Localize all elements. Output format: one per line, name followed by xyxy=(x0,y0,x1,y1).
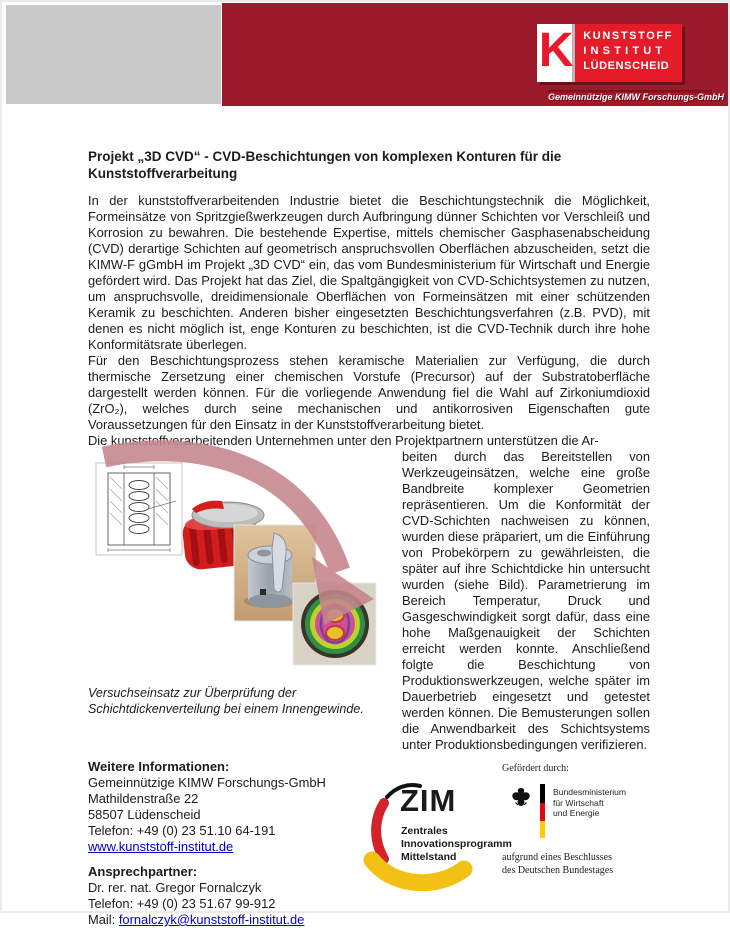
paragraph-3-intro: Die kunststoffverarbeitenden Unternehmen unter den Projektpartnern unterstützen die Ar- xyxy=(88,433,599,448)
kimw-logo-text xyxy=(575,24,682,82)
person-heading: Ansprechpartner: xyxy=(88,864,198,879)
paragraph-2: Für den Beschichtungsprozess stehen keramische Materialien zur Verfügung, die durch thermische Zersetzung einer chemischen Vorstufe (Precursor) auf der Substratoberfläche dargestellt werden können. Für die vorliegende Anwendung fiel die Wahl auf Zirkoniumdioxid (ZrO₂), welches durch seine mechanischen und antikorrosiven Eigenschaften gute Voraussetzungen für den Einsatz in der Kunststoffverarbeitung bietet. xyxy=(88,353,650,432)
image-text-columns xyxy=(88,449,650,753)
website-link[interactable]: www.kunststoff-institut.de xyxy=(88,839,234,854)
kimw-logo xyxy=(537,24,682,82)
federal-eagle-icon xyxy=(508,786,534,810)
street: Mathildenstraße 22 xyxy=(88,791,199,806)
zim-line-3: Mittelstand xyxy=(401,851,457,863)
paragraph-3-column: beiten durch das Bereitstellen von Werkzeugeinsätzen, welche eine große Bandbreite komplexer Geometrien repräsentieren. Um die Konformität der CVD-Schichten nachweisen zu können, wurden diese präpariert, um die Einführung von Probekörpern zu gewährleisten, die später auf ihre Schichtdicke hin untersucht wurden (siehe Bild). Parametrierung im Bereich Temperatur, Druck und Gasgeschwindigkeit sorgt dafür, dass eine hohe Maßgenauigkeit der Schichten erreicht werden konnte. Anschließend folgte die Beschichtung von Produktionswerkzeugen, welche später im Dauerbetrieb eingesetzt und getestet werden können. Die Bemusterungen sollen die Anwendbarkeit des Schichtsystems unter Produktionsbedingungen verifizieren. xyxy=(402,449,650,752)
ministry-name xyxy=(553,787,626,838)
mail-label: Mail: xyxy=(88,912,119,927)
city: 58507 Lüdenscheid xyxy=(88,807,201,822)
header-red-band xyxy=(222,3,728,106)
zim-logo xyxy=(358,776,526,904)
zim-line-1: Zentrales xyxy=(401,825,448,837)
ministry-line-1: Bundesministerium xyxy=(553,787,627,797)
page-title: Projekt „3D CVD“ - CVD-Beschichtungen von komplexen Konturen für die Kunststoffverarbeitung xyxy=(88,149,562,181)
kimw-k-logo-icon xyxy=(537,24,575,82)
zim-line-2: Innovationsprogramm xyxy=(401,838,512,850)
paragraph-1: In der kunststoffverarbeitenden Industrie bietet die Beschichtungstechnik die Möglichkeit, Formeinsätze von Spritzgießwerkzeugen durch Aufbringung dünner Schichten vor Verschleiß und Korrosion zu bewahren. Die bestehende Expertise, mittels chemischer Gasphasenabscheidung (CVD) derartige Schichten auf geometrisch anspruchsvollen Oberflächen abzuscheiden, setzt die KIMW-F gGmbH im Projekt „3D CVD“ ein, das vom Bundesministerium für Wirtschaft und Energie gefördert wird. Das Projekt hat das Ziel, die Spaltgängigkeit von CVD-Schichtsystemen zu nutzen, um anspruchsvolle, dreidimensionale Oberflächen von Formeinsätzen mit einer schützenden Keramik zu beschichten. Anderen bisher eingesetzten Beschichtungsverfahren (z.B. PVD), mit denen es nicht möglich ist, enge Konturen zu beschichten, ist die CVD-Technik durch ihre hohe Konformitätsrate überlegen. xyxy=(88,193,650,352)
ministry-logo xyxy=(502,784,687,838)
funding-block xyxy=(502,762,687,877)
zim-acronym: ZIM xyxy=(400,783,457,818)
person-phone: Telefon: +49 (0) 23 51.67 99-912 xyxy=(88,896,276,911)
basis-line-1: aufgrund eines Beschlusses xyxy=(502,852,612,863)
text-column xyxy=(402,449,650,753)
logo-line-3: LÜDENSCHEID xyxy=(583,60,670,72)
header-banner: Gemeinnützige KIMW Forschungs-GmbH xyxy=(548,90,712,105)
process-montage-image xyxy=(88,449,396,681)
sponsor-label: Gefördert durch: xyxy=(502,763,569,774)
figure-column xyxy=(88,449,400,753)
german-flag-stripe-icon xyxy=(540,784,545,838)
org-name: Gemeinnützige KIMW Forschungs-GmbH xyxy=(88,775,326,790)
logo-line-1: KUNSTSTOFF xyxy=(583,30,673,42)
zim-red-arc xyxy=(376,803,384,859)
info-heading: Weitere Informationen: xyxy=(88,759,230,774)
ministry-line-3: und Energie xyxy=(553,808,600,818)
figure-caption: Versuchseinsatz zur Überprüfung der Schichtdickenverteilung bei einem Innengewinde. xyxy=(88,686,364,716)
phone: Telefon: +49 (0) 23 51.10 64-191 xyxy=(88,823,276,838)
technical-drawing-image xyxy=(96,463,182,555)
contact-section xyxy=(88,759,388,928)
zim-yellow-arc xyxy=(372,860,464,883)
logo-line-2: INSTITUT xyxy=(583,45,667,57)
funding-basis xyxy=(502,851,687,877)
kimw-k-letter: K xyxy=(538,24,574,77)
mail-link[interactable]: fornalczyk@kunststoff-institut.de xyxy=(118,912,305,927)
ministry-line-2: für Wirtschaft xyxy=(553,797,604,808)
contact-person: Dr. rer. nat. Gregor Fornalczyk xyxy=(88,880,262,895)
header-gray-block xyxy=(6,5,221,104)
basis-line-2: des Deutschen Bundestages xyxy=(502,865,614,876)
